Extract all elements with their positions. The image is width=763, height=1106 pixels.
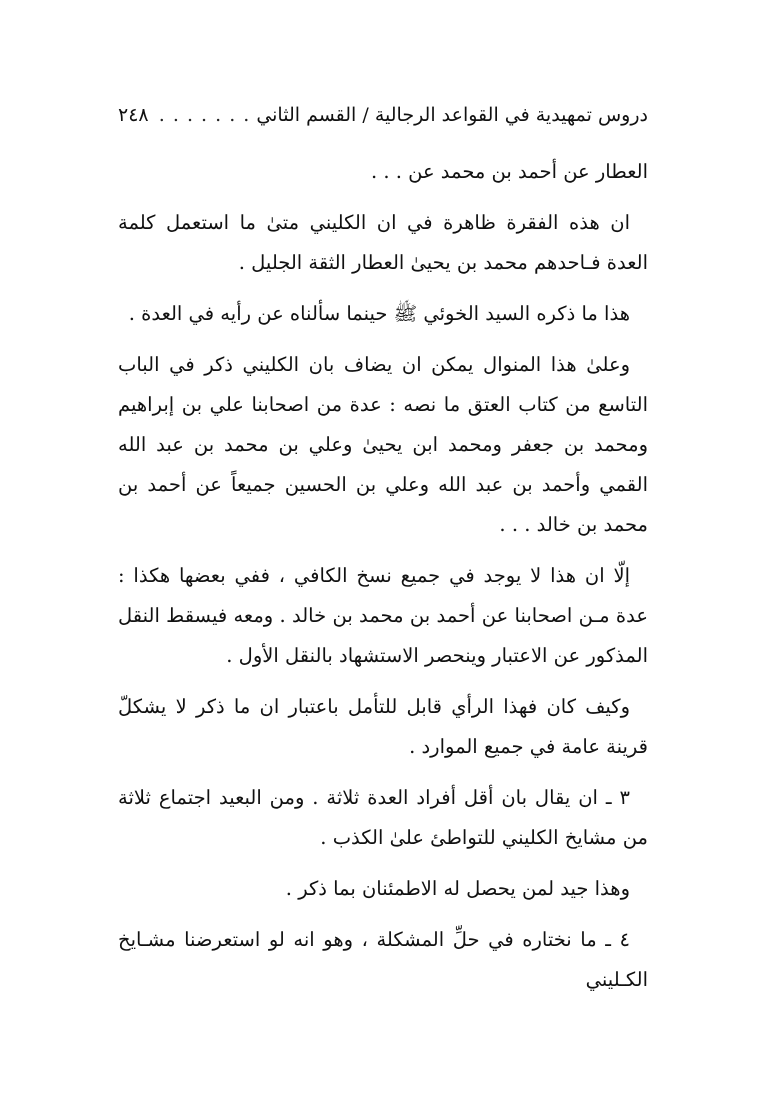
paragraph: هذا ما ذكره السيد الخوئي ﷺ حينما سألناه عن رأيه في العدة . [128, 302, 630, 325]
body-text [118, 152, 648, 1011]
paragraph: إلّا ان هذا لا يوجد في جميع نسخ الكافي ، ففي بعضها هكذا : عدة مـن اصحابنا عن أحمد بن محمد بن خالد . ومعه فيسقط النقل المذكور عن الاعتبار وينحصر الاستشهاد بالنقل الأول . [118, 564, 648, 667]
paragraph: ان هذه الفقرة ظاهرة في ان الكليني متىٰ ما استعمل كلمة العدة فـاحدهم محمد بن يحيىٰ العطار الثقة الجليل . [118, 211, 648, 274]
page-number: ٢٤٨ [118, 104, 149, 126]
paragraph: وكيف كان فهذا الرأي قابل للتأمل باعتبار ان ما ذكر لا يشكلّ قرينة عامة في جميع الموارد . [118, 695, 648, 758]
header-dot-leader [155, 104, 251, 126]
paragraph: وعلىٰ هذا المنوال يمكن ان يضاف بان الكليني ذكر في الباب التاسع من كتاب العتق ما نصه : عدة من اصحابنا علي بن إبراهيم ومحمد بن جعفر ومحمد ابن يحيىٰ وعلي بن محمد بن عبد الله القمي وأحمد بن عبد الله وعلي بن الحسين جميعاً عن أحمد بن محمد بن خالد . . . [118, 353, 648, 536]
paragraph: وهذا جيد لمن يحصل له الاطمئنان بما ذكر . [285, 877, 630, 900]
numbered-paragraph: ٤ ـ ما نختاره في حلِّ المشكلة ، وهو انه لو استعرضنا مشـايخ الكـليني [118, 928, 648, 991]
paragraph: العطار عن أحمد بن محمد عن . . . [370, 160, 648, 183]
header-title: دروس تمهيدية في القواعد الرجالية / القسم الثاني [256, 104, 648, 126]
numbered-paragraph: ٣ ـ ان يقال بان أقل أفراد العدة ثلاثة . ومن البعيد اجتماع ثلاثة من مشايخ الكليني للتواطئ علىٰ الكذب . [118, 786, 648, 849]
running-header [118, 98, 648, 132]
